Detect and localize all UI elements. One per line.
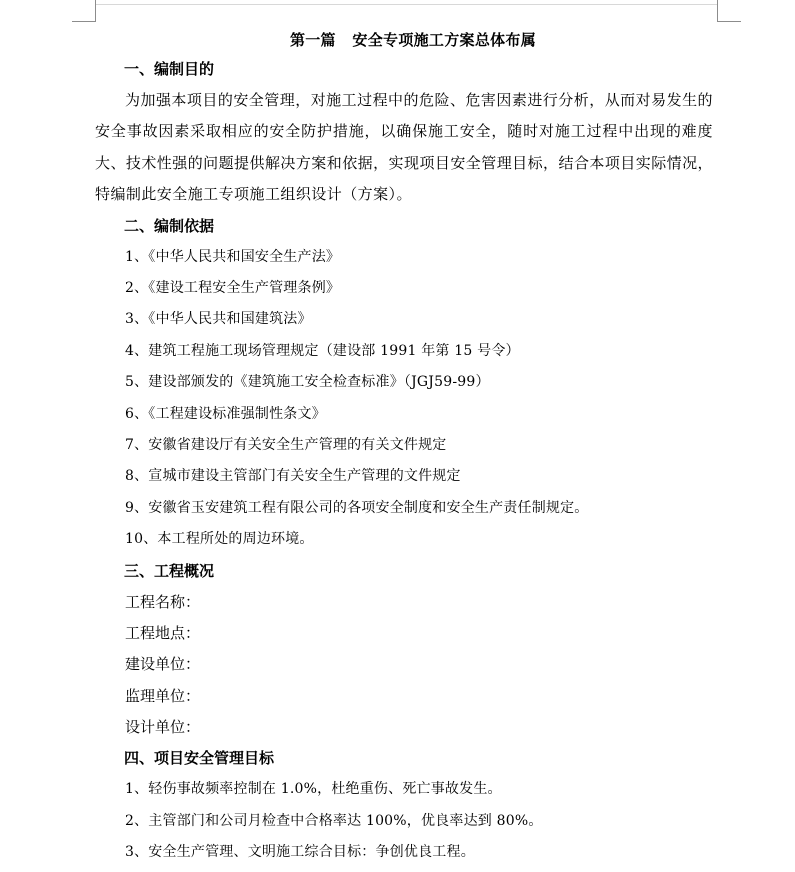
section-heading-purpose: 一、编制目的 <box>124 60 215 78</box>
basis-item-4: 4、建筑工程施工现场管理规定（建设部 1991 年第 15 号令） <box>125 342 520 359</box>
goal-item-2: 2、主管部门和公司月检查中合格率达 100%，优良率达到 80%。 <box>125 812 543 829</box>
basis-item-1: 1、《中华人民共和国安全生产法》 <box>125 248 341 265</box>
section-heading-safety-goals: 四、项目安全管理目标 <box>124 749 275 768</box>
field-design-unit: 设计单位： <box>125 718 201 737</box>
basis-item-10: 10、本工程所处的周边环境。 <box>125 531 314 548</box>
basis-item-8: 8、宣城市建设主管部门有关安全生产管理的文件规定 <box>125 468 461 485</box>
basis-item-6: 6、《工程建设标准强制性条文》 <box>125 405 326 422</box>
document-title: 第一篇 安全专项施工方案总体布属 <box>289 31 537 49</box>
basis-item-5: 5、建设部颁发的《建筑施工安全检查标准》（JGJ59-99） <box>125 374 490 391</box>
section-heading-overview: 三、工程概况 <box>124 561 215 580</box>
goal-item-3: 3、安全生产管理、文明施工综合目标：争创优良工程。 <box>125 844 475 861</box>
crop-mark-top-right <box>717 0 718 22</box>
section-paragraph-purpose: 为加强本项目的安全管理，对施工过程中的危险、危害因素进行分析，从而对易发生的安全事故因素采取相应的安全防护措施，以确保施工安全，随时对施工过程中出现的难度大、技术性强的问题提供解决方案和依据，实现项目安全管理目标，结合本项目实际情况，特编制此安全施工专项施工组织设计（方案）。 <box>95 91 714 204</box>
basis-item-9: 9、安徽省玉安建筑工程有限公司的各项安全制度和安全生产责任制规定。 <box>125 499 589 516</box>
page-top-edge <box>96 4 717 5</box>
field-project-name: 工程名称： <box>125 592 201 611</box>
crop-mark-top-left-horizontal <box>72 21 96 22</box>
field-supervision-unit: 监理单位： <box>125 686 201 705</box>
section-heading-basis: 二、编制依据 <box>124 216 215 235</box>
basis-item-2: 2、《建设工程安全生产管理条例》 <box>125 280 341 297</box>
field-owner-unit: 建设单位： <box>125 655 201 674</box>
document-body[interactable] <box>95 26 713 869</box>
crop-mark-top-right-horizontal <box>717 21 741 22</box>
field-project-location: 工程地点： <box>125 623 201 642</box>
crop-mark-top-left <box>95 0 96 22</box>
goal-item-1: 1、轻伤事故频率控制在 1.0%，杜绝重伤、死亡事故发生。 <box>125 781 502 798</box>
basis-item-7: 7、安徽省建设厅有关安全生产管理的有关文件规定 <box>125 436 447 453</box>
basis-item-3: 3、《中华人民共和国建筑法》 <box>125 311 312 328</box>
